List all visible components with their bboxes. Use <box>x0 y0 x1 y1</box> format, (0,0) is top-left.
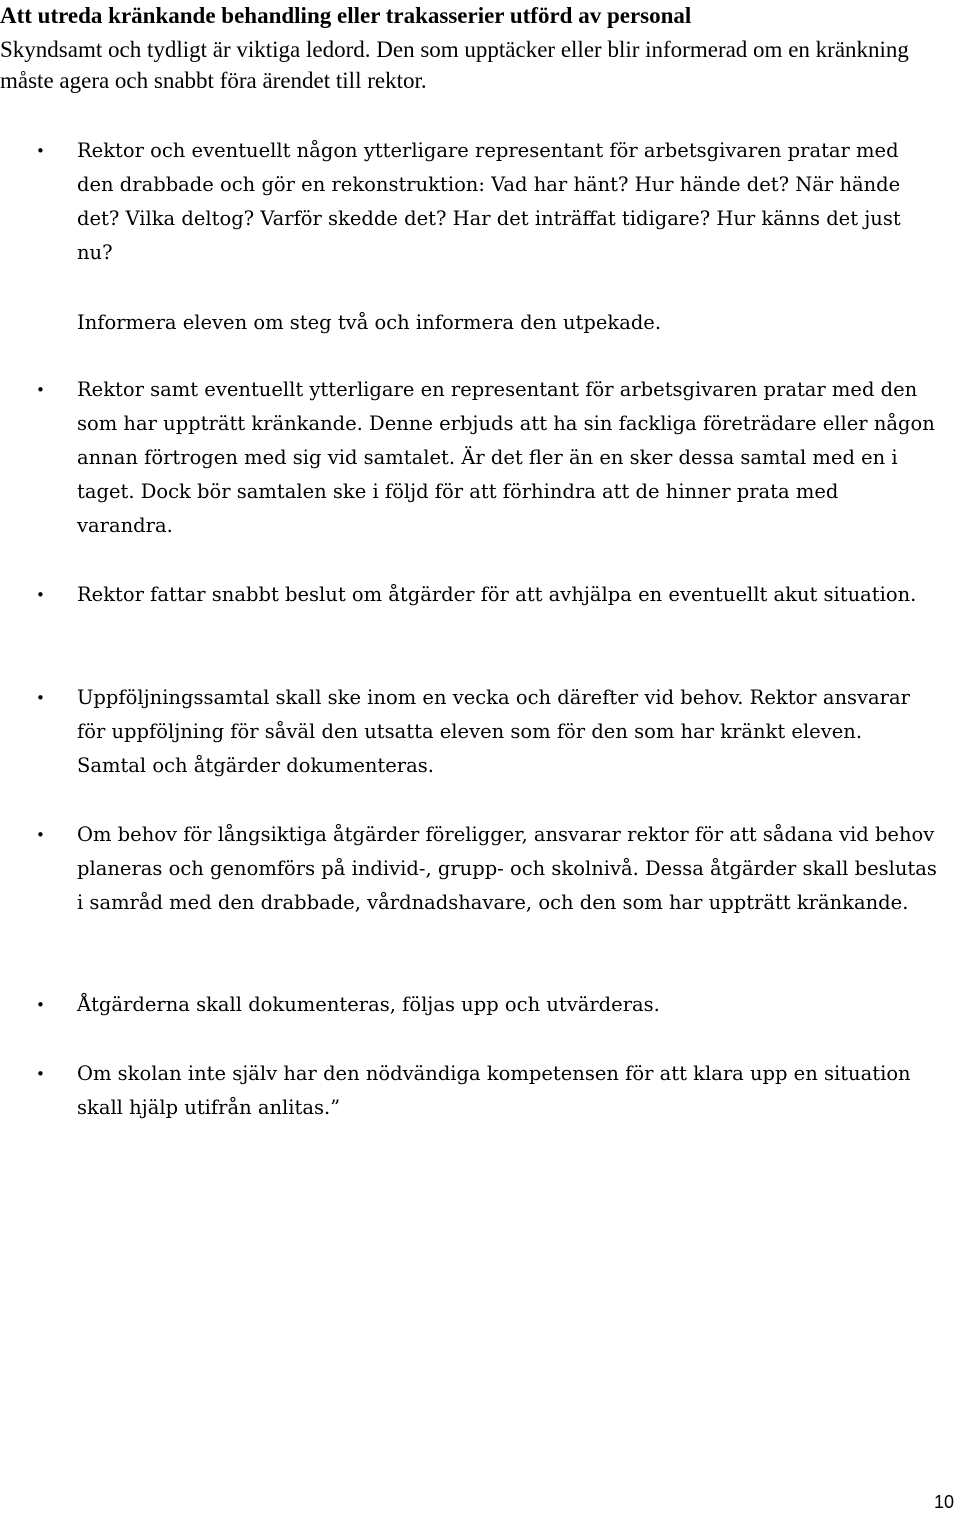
list-item-text: Om skolan inte själv har den nödvändiga kompetensen för att klara upp en situation skall hjälp utifrån anlitas.” <box>77 1062 911 1119</box>
list-item-text: Uppföljningssamtal skall ske inom en vecka och därefter vid behov. Rektor ansvarar för uppföljning för såväl den utsatta eleven som för den som har kränkt eleven. Samtal och åtgärder dokumenteras. <box>77 686 910 777</box>
bullet-icon: • <box>36 586 45 604</box>
bullet-icon: • <box>36 689 45 707</box>
list-item <box>36 818 937 920</box>
bullet-icon: • <box>36 381 45 399</box>
list-item <box>36 373 937 543</box>
bullet-icon: • <box>36 1065 45 1083</box>
list-item <box>36 578 937 612</box>
list-item-text: Åtgärderna skall dokumenteras, följas upp och utvärderas. <box>77 993 660 1016</box>
inline-paragraph: Informera eleven om steg två och informera den utpekade. <box>77 311 662 334</box>
list-item-text: Om behov för långsiktiga åtgärder föreligger, ansvarar rektor för att sådana vid behov planeras och genomförs på individ-, grupp- och skolnivå. Dessa åtgärder skall beslutas i samråd med den drabbade, vårdnadshavare, och den som har uppträtt kränkande. <box>77 823 937 914</box>
bullet-icon: • <box>36 142 45 160</box>
list-item-text: Rektor och eventuellt någon ytterligare representant för arbetsgivaren pratar med den drabbade och gör en rekonstruktion: Vad har hänt? Hur hände det? När hände det? Vilka deltog? Varför skedde det? Har det inträffat tidigare? Hur känns det just nu? <box>77 139 901 264</box>
list-item <box>36 134 937 270</box>
list-item <box>36 988 937 1022</box>
list-item <box>36 681 937 783</box>
bullet-icon: • <box>36 996 45 1014</box>
bullet-icon: • <box>36 826 45 844</box>
list-item <box>36 1057 937 1125</box>
section-heading: Att utreda kränkande behandling eller trakasserier utförd av personal <box>0 3 692 28</box>
page-number: 10 <box>933 1492 954 1512</box>
list-item-text: Rektor samt eventuellt ytterligare en representant för arbetsgivaren pratar med den som har uppträtt kränkande. Denne erbjuds att ha sin fackliga företrädare eller någon annan förtrogen med sig vid samtalet. Är det fler än en sker dessa samtal med en i taget. Dock bör samtalen ske i följd för att förhindra att de hinner prata med varandra. <box>77 378 935 537</box>
intro-paragraph: Skyndsamt och tydligt är viktiga ledord. Den som upptäcker eller blir informerad om en kränkning måste agera och snabbt föra ärendet till rektor. <box>0 37 909 93</box>
list-item-text: Rektor fattar snabbt beslut om åtgärder för att avhjälpa en eventuellt akut situation. <box>77 583 917 606</box>
